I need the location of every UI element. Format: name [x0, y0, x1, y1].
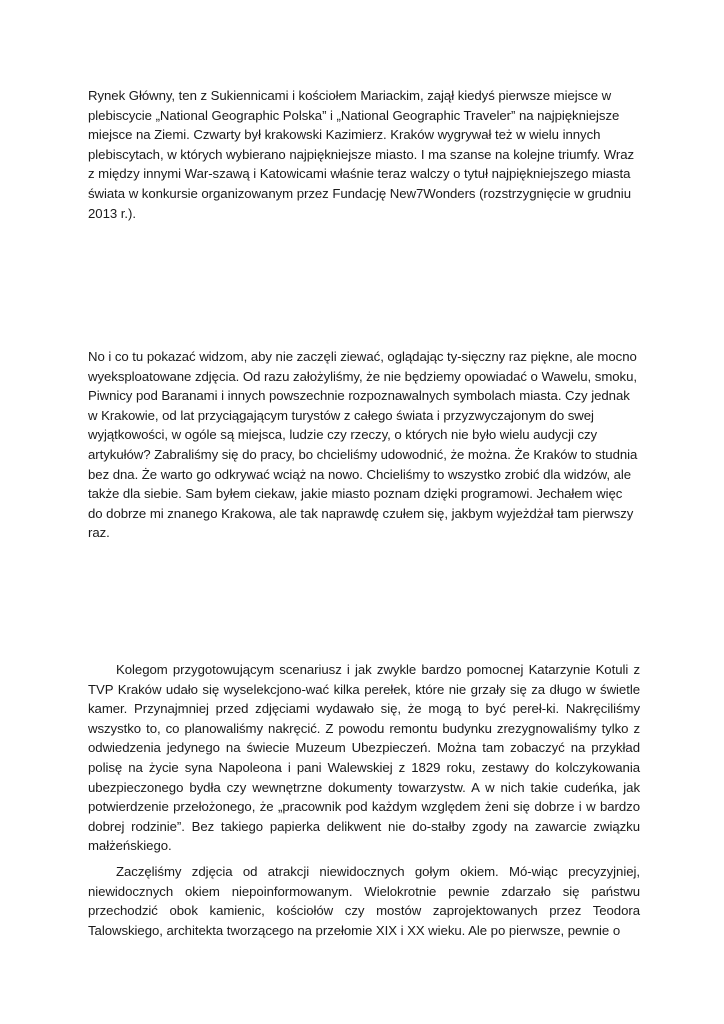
- paragraph-4: Zaczęliśmy zdjęcia od atrakcji niewidocznych gołym okiem. Mó-wiąc precyzyjniej, niewidocznych okiem niepoinformowanym. Wielokrotnie pewnie zdarzało się państwu przechodzić obok kamienic, kościołów czy mostów zaprojektowanych przez Teodora Talowskiego, architekta tworzącego na przełomie XIX i XX wieku. Ale po pierwsze, pewnie o: [88, 864, 640, 938]
- paragraph-2: No i co tu pokazać widzom, aby nie zaczęli ziewać, oglądając ty-sięczny raz piękne, ale mocno wyeksploatowane zdjęcia. Od razu założyliśmy, że nie będziemy opowiadać o Wawelu, smoku, Piwnicy pod Baranami i innych powszechnie rozpoznawalnych symbolach miasta. Czy jednak w Krakowie, od lat przyciągającym turystów z całego świata i przyzwyczajonym do swej wyjątkowości, w ogóle są miejsca, ludzie czy rzeczy, o których nie było wielu audycji czy artykułów? Zabraliśmy się do pracy, bo chcieliśmy udowodnić, że można. Że Kraków to studnia bez dna. Że warto go odkrywać wciąż na nowo. Chcieliśmy to wszystko zrobić dla widzów, ale także dla siebie. Sam byłem ciekaw, jakie miasto poznam dzięki programowi. Jechałem więc do dobrze mi znanego Krakowa, ale tak naprawdę czułem się, jakbym wyjeżdżał tam pierwszy raz.: [88, 349, 638, 541]
- paragraph-3: Kolegom przygotowującym scenariusz i jak zwykle bardzo pomocnej Katarzynie Kotuli z TVP Kraków udało się wyselekcjono-wać kilka perełek, które nie grzały się za długo w świetle kamer. Przynajmniej przed zdjęciami wydawało się, że mogą to być pereł-ki. Nakręciliśmy wszystko to, co planowaliśmy nakręcić. Z powodu remontu budynku zrezygnowaliśmy tylko z odwiedzenia jedynego na świecie Muzeum Ubezpieczeń. Można tam zobaczyć na przykład polisę na życie syna Napoleona i pani Walewskiej z 1829 roku, zestawy do kolczykowania ubezpieczonego bydła czy wewnętrzne dokumenty towarzystw. A w nich takie cudeńka, jak potwierdzenie przełożonego, że „pracownik pod każdym względem żeni się dobrze i w bardzo dobrej rodzinie”. Bez takiego papierka delikwent nie do-stałby zgody na zawarcie związku małżeńskiego.: [88, 662, 640, 854]
- paragraph-1: Rynek Główny, ten z Sukiennicami i kościołem Mariackim, zajął kiedyś pierwsze miejsce w plebiscycie „National Geographic Polska” i „National Geographic Traveler” na najpiękniejsze miejsce na Ziemi. Czwarty był krakowski Kazimierz. Kraków wygrywał też w wielu innych plebiscytach, w których wybierano najpiękniejsze miasto. I ma szanse na kolejne triumfy. Wraz z między innymi War-szawą i Katowicami właśnie teraz walczy o tytuł najpiękniejszego miasta świata w konkursie organizowanym przez Fundację New7Wonders (rozstrzygnięcie w grudniu 2013 r.).: [88, 88, 635, 221]
